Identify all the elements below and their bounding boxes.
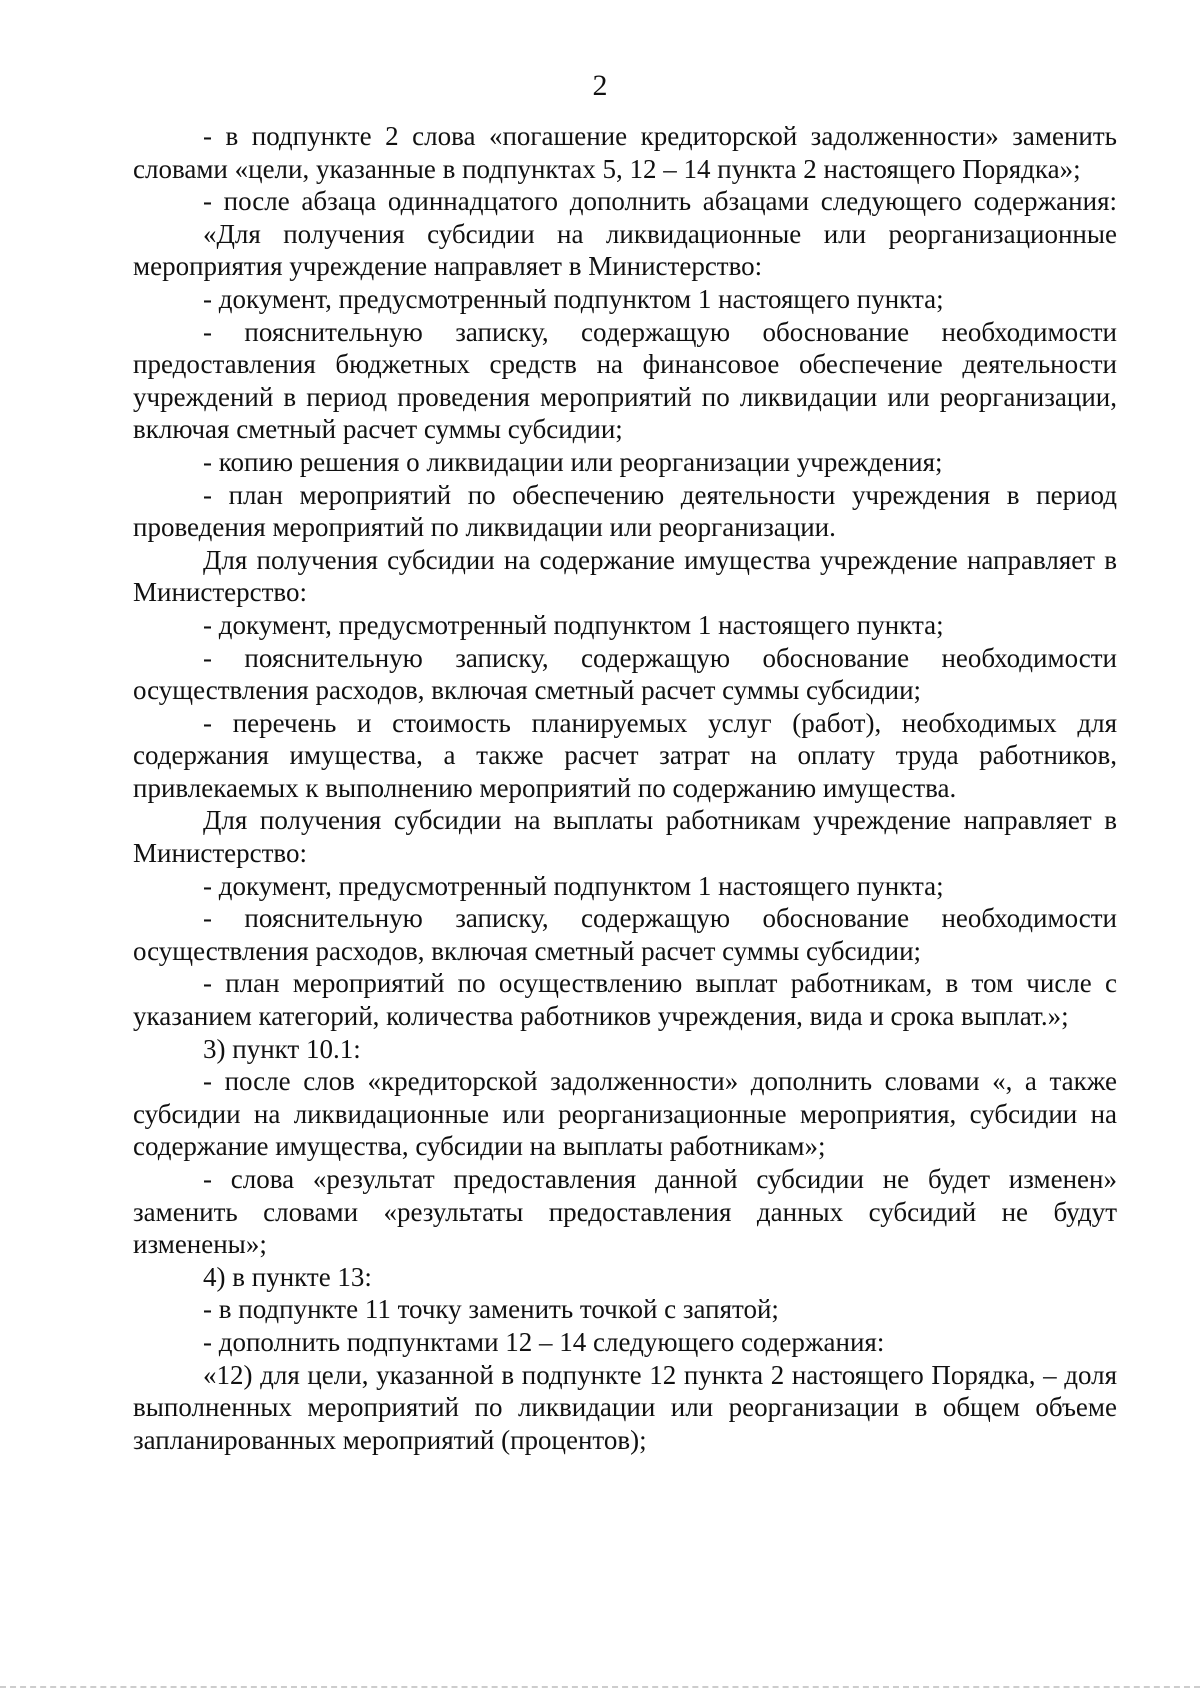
paragraph: 4) в пункте 13: xyxy=(203,1261,372,1292)
paragraph: - слова «результат предоставления данной субсидии не будет изменен» заменить словами «результаты предоставления данных субсидий не будут изменены»; xyxy=(133,1164,1117,1260)
paragraph: - в подпункте 11 точку заменить точкой с запятой; xyxy=(203,1294,779,1325)
paragraph: - документ, предусмотренный подпунктом 1 настоящего пункта; xyxy=(203,283,944,314)
scan-edge-divider xyxy=(0,1686,1200,1692)
paragraph: «12) для цели, указанной в подпункте 12 пункта 2 настоящего Порядка, – доля выполненных мероприятий по ликвидации или реорганизации в общем объеме запланированных мероприятий (процентов); xyxy=(133,1359,1117,1455)
paragraph: - план мероприятий по осуществлению выплат работникам, в том числе с указанием категорий, количества работников учреждения, вида и срока выплат.»; xyxy=(133,968,1117,1032)
paragraph: - документ, предусмотренный подпунктом 1 настоящего пункта; xyxy=(203,609,944,640)
paragraph: - копию решения о ликвидации или реорганизации учреждения; xyxy=(203,446,943,477)
paragraph: - перечень и стоимость планируемых услуг (работ), необходимых для содержания имущества, а также расчет затрат на оплату труда работников, привлекаемых к выполнению мероприятий по содержанию имущества. xyxy=(133,707,1117,803)
paragraph: - пояснительную записку, содержащую обоснование необходимости осуществления расходов, включая сметный расчет суммы субсидии; xyxy=(133,642,1117,706)
paragraph: - в подпункте 2 слова «погашение кредиторской задолженности» заменить словами «цели, указанные в подпунктах 5, 12 – 14 пункта 2 настоящего Порядка»; xyxy=(133,121,1117,184)
document-body xyxy=(133,120,1117,1456)
paragraph: - после слов «кредиторской задолженности» дополнить словами «, а также субсидии на ликвидационные или реорганизационные мероприятия, субсидии на содержание имущества, субсидии на выплаты работникам»; xyxy=(133,1066,1117,1162)
page-number: 2 xyxy=(592,69,608,102)
paragraph: Для получения субсидии на выплаты работникам учреждение направляет в Министерство: xyxy=(133,805,1117,869)
paragraph: - документ, предусмотренный подпунктом 1 настоящего пункта; xyxy=(203,870,944,901)
paragraph: - пояснительную записку, содержащую обоснование необходимости предоставления бюджетных средств на финансовое обеспечение деятельности учреждений в период проведения мероприятий по ликвидации или реорганизации, включая сметный расчет суммы субсидии; xyxy=(133,316,1117,445)
paragraph: - дополнить подпунктами 12 – 14 следующего содержания: xyxy=(203,1326,885,1357)
paragraph: Для получения субсидии на содержание имущества учреждение направляет в Министерство: xyxy=(133,544,1117,608)
paragraph: - после абзаца одиннадцатого дополнить абзацами следующего содержания: xyxy=(203,186,1117,217)
paragraph: «Для получения субсидии на ликвидационные или реорганизационные мероприятия учреждение направляет в Министерство: xyxy=(133,218,1117,282)
paragraph: - план мероприятий по обеспечению деятельности учреждения в период проведения мероприятий по ликвидации или реорганизации. xyxy=(133,479,1117,543)
paragraph: 3) пункт 10.1: xyxy=(203,1033,361,1064)
paragraph: - пояснительную записку, содержащую обоснование необходимости осуществления расходов, включая сметный расчет суммы субсидии; xyxy=(133,903,1117,966)
